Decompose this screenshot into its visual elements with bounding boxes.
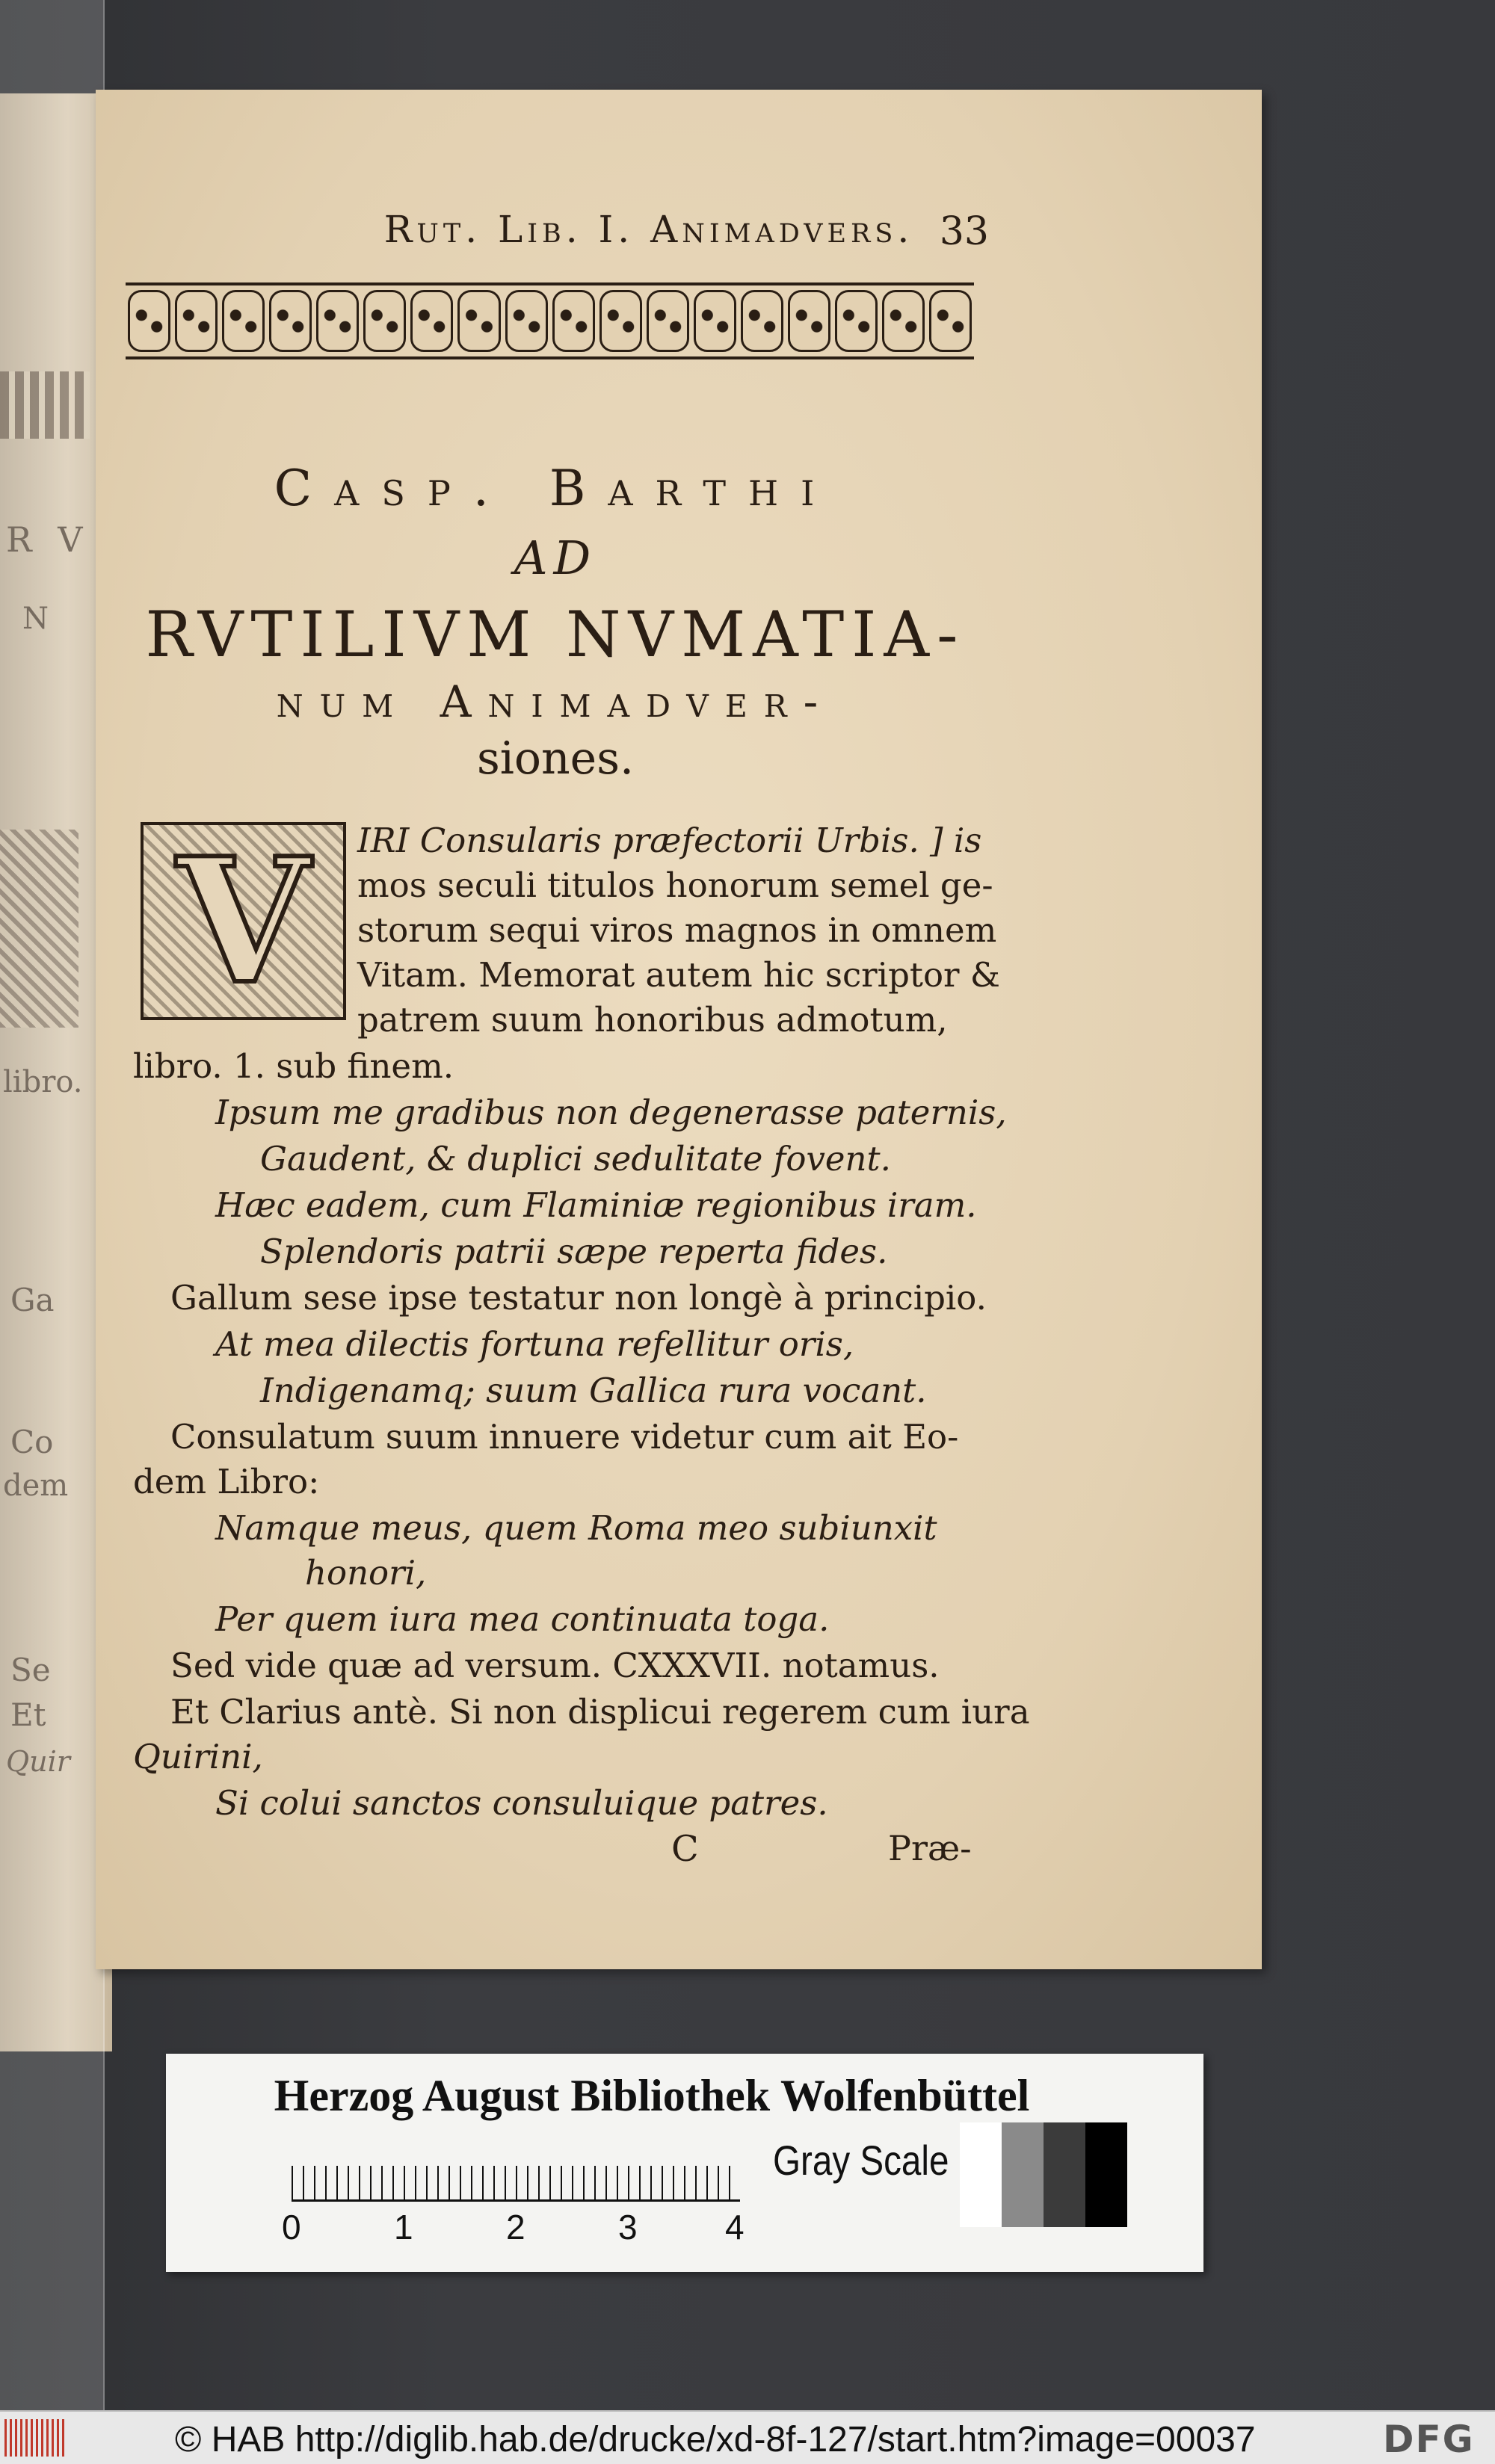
ornament-cell bbox=[457, 290, 500, 352]
ruler-label: 4 bbox=[725, 2208, 745, 2247]
source-url[interactable]: © HAB http://diglib.hab.de/drucke/xd-8f-127/start.htm?image=00037 bbox=[175, 2420, 1256, 2460]
text-line: patrem suum honoribus admotum, bbox=[357, 1000, 948, 1040]
scale-card bbox=[166, 2054, 1203, 2272]
verse-line: Ipsum me gradibus non degenerasse paternis, bbox=[215, 1093, 1007, 1132]
ornament-cell bbox=[788, 290, 830, 352]
text-line: Et Clarius antè. Si non displicui regerem cum iura bbox=[170, 1692, 1030, 1732]
verse-line: Per quem iura mea continuata toga. bbox=[215, 1599, 830, 1639]
ornament-cell bbox=[835, 290, 878, 352]
ornament-cell bbox=[647, 290, 689, 352]
footer-bar bbox=[0, 2410, 1495, 2464]
ornament-cell bbox=[222, 290, 265, 352]
ornament-cell bbox=[128, 290, 170, 352]
verse-line: Splendoris patrii sæpe reperta fides. bbox=[260, 1232, 888, 1271]
ornament-cell bbox=[882, 290, 925, 352]
left-fragment: Quir bbox=[6, 1745, 70, 1778]
swatch-dark-gray bbox=[1044, 2122, 1085, 2227]
ornament-cell bbox=[741, 290, 783, 352]
text-line: dem Libro: bbox=[133, 1462, 320, 1501]
title-line-3: siones. bbox=[476, 732, 635, 785]
left-fragment: Ga bbox=[10, 1282, 55, 1318]
verse-line: Quirini, bbox=[133, 1737, 263, 1776]
catchword: Præ- bbox=[888, 1828, 972, 1868]
swatch-white bbox=[960, 2122, 1002, 2227]
left-fragment: Se bbox=[10, 1652, 51, 1688]
left-fragment: N bbox=[22, 602, 49, 636]
text-line: Consulatum suum innuere videtur cum ait Eo- bbox=[170, 1417, 959, 1457]
title-line-1: RVTILIVM NVMATIA- bbox=[145, 598, 966, 671]
gray-scale-label: Gray Scale bbox=[773, 2137, 949, 2184]
swatch-mid-gray bbox=[1002, 2122, 1044, 2227]
verse-line: Indigenamq; suum Gallica rura vocant. bbox=[260, 1371, 927, 1410]
dfg-logo: DFG bbox=[1383, 2418, 1475, 2461]
verse-line: Gaudent, & duplici sedulitate fovent. bbox=[260, 1139, 891, 1179]
ruler-label: 0 bbox=[282, 2208, 301, 2247]
ornament-cell bbox=[552, 290, 595, 352]
swatch-black bbox=[1085, 2122, 1127, 2227]
ruler bbox=[292, 2140, 740, 2202]
page-content bbox=[111, 90, 1247, 1969]
verse-line: Hæc eadem, cum Flaminiæ regionibus iram. bbox=[215, 1185, 977, 1225]
text-line: Gallum sese ipse testatur non longè à principio. bbox=[170, 1278, 987, 1318]
left-fragment: dem bbox=[3, 1469, 69, 1503]
left-fragment: Et bbox=[10, 1696, 46, 1733]
ornament-cell bbox=[694, 290, 736, 352]
verse-line: At mea dilectis fortuna refellitur oris, bbox=[215, 1324, 854, 1364]
author-heading: Casp. Barthi bbox=[274, 460, 837, 517]
ornament-cell bbox=[269, 290, 312, 352]
page-number: 33 bbox=[939, 209, 989, 254]
verse-line: honori, bbox=[305, 1553, 427, 1593]
left-fragment: libro. bbox=[3, 1065, 83, 1099]
ruler-label: 2 bbox=[506, 2208, 525, 2247]
text-line: Sed vide quæ ad versum. CXXXVII. notamus. bbox=[170, 1646, 940, 1685]
left-fragment: R V bbox=[6, 519, 90, 560]
ornament-cell bbox=[505, 290, 548, 352]
barcode-icon bbox=[4, 2419, 64, 2457]
signature-mark: C bbox=[671, 1828, 699, 1870]
ornament-cell bbox=[599, 290, 642, 352]
verse-line: Si colui sanctos consuluique patres. bbox=[215, 1783, 828, 1823]
ornament-cell bbox=[410, 290, 453, 352]
text-line: mos seculi titulos honorum semel ge- bbox=[357, 865, 993, 905]
decorated-initial bbox=[141, 822, 346, 1020]
initial-letter: V bbox=[176, 820, 310, 1022]
ornament-cell bbox=[363, 290, 406, 352]
ornament-cell bbox=[929, 290, 972, 352]
institution-name: Herzog August Bibliothek Wolfenbüttel bbox=[274, 2071, 1030, 2120]
ornament-cell bbox=[316, 290, 359, 352]
text-line: IRI Consularis præfectorii Urbis. ] is bbox=[357, 821, 982, 860]
title-ad: AD bbox=[514, 531, 597, 585]
ruler-label: 3 bbox=[618, 2208, 638, 2247]
gray-swatches bbox=[960, 2122, 1127, 2227]
text-line: Vitam. Memorat autem hic scriptor & bbox=[357, 955, 1000, 995]
text-line: storum sequi viros magnos in omnem bbox=[357, 910, 997, 950]
title-line-2: num Animadver- bbox=[276, 676, 835, 727]
text-line: libro. 1. sub finem. bbox=[133, 1046, 454, 1086]
guard-strip bbox=[0, 0, 105, 2410]
ornament-cell bbox=[175, 290, 218, 352]
running-head: Rut. Lib. I. Animadvers. bbox=[383, 208, 914, 251]
ruler-label: 1 bbox=[394, 2208, 413, 2247]
verse-line: Namque meus, quem Roma meo subiunxit bbox=[215, 1508, 937, 1548]
ornamental-headpiece bbox=[126, 282, 974, 359]
book-page bbox=[96, 90, 1262, 1969]
left-fragment: Co bbox=[10, 1424, 54, 1460]
